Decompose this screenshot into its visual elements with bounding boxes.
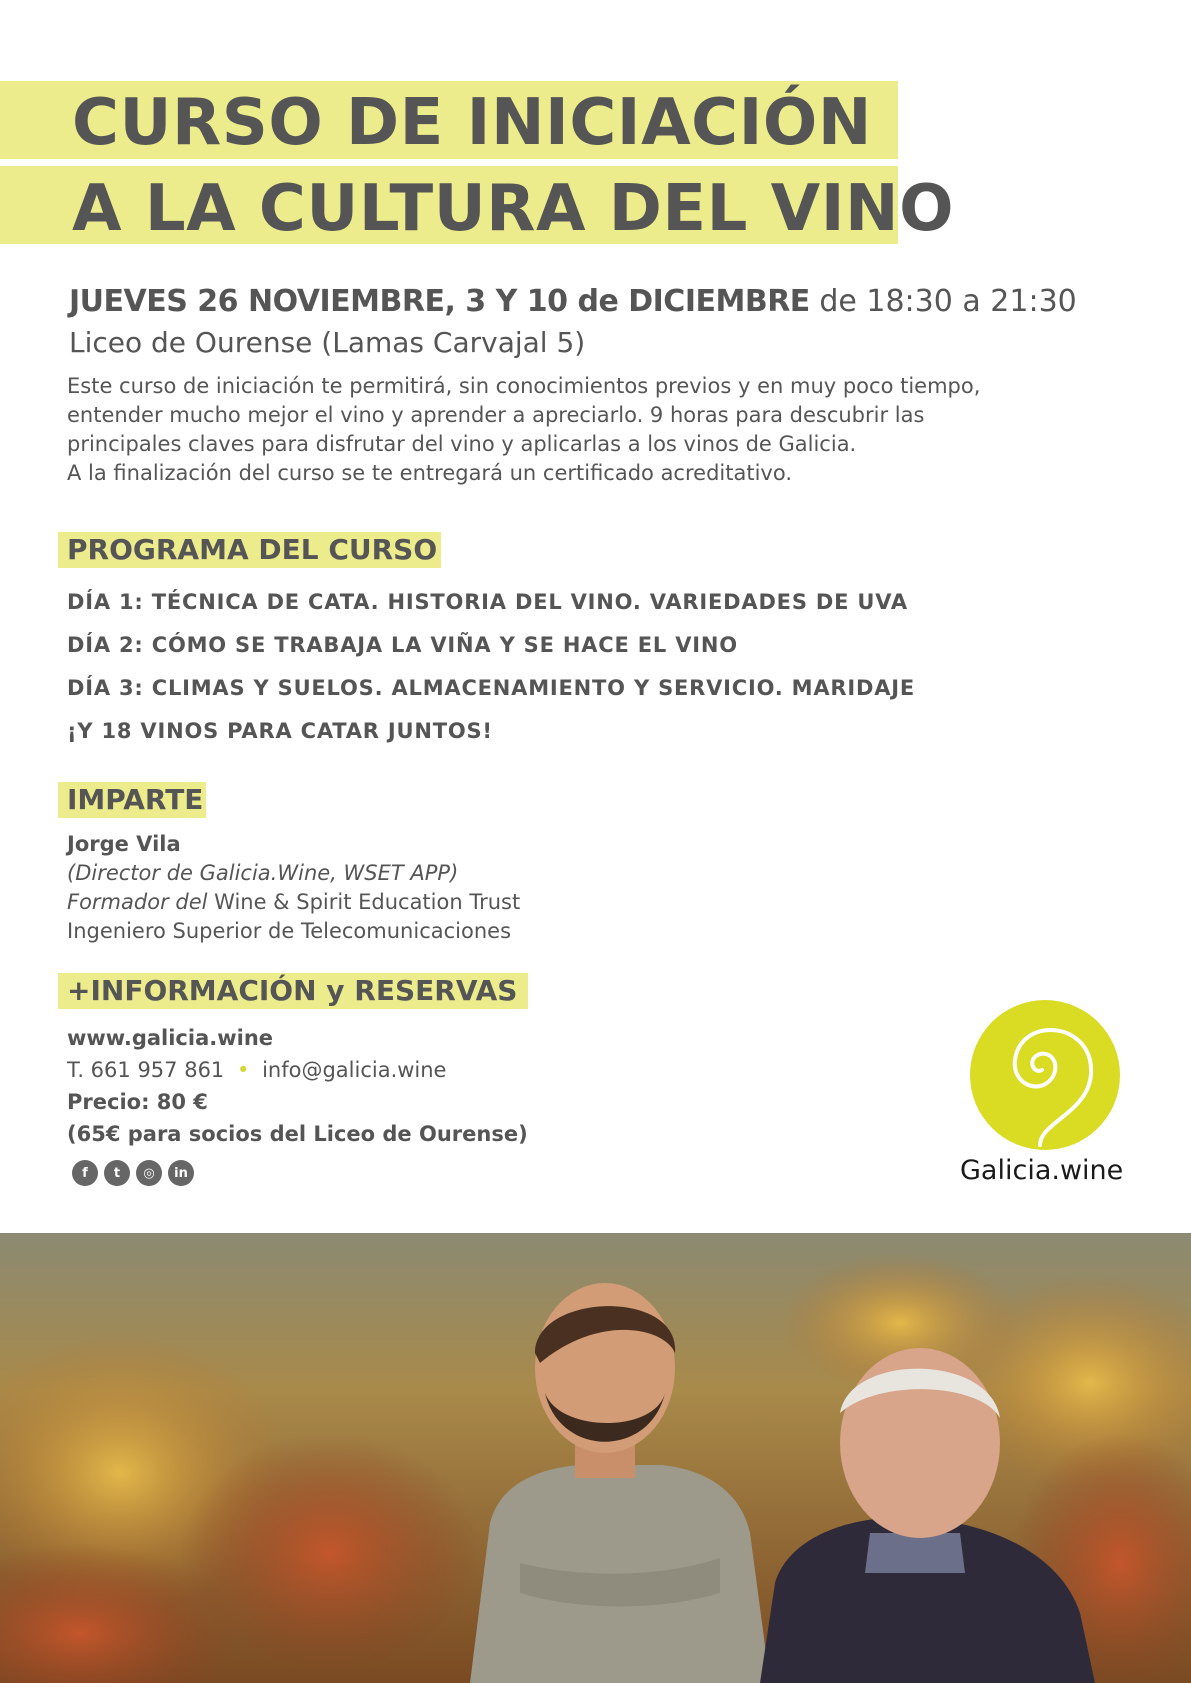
instructor-info — [67, 830, 520, 946]
description-line: Este curso de iniciación te permitirá, sin conocimientos previos y en muy poco tiempo, — [67, 374, 981, 398]
vineyard-photo — [0, 1233, 1191, 1683]
programa-heading-label: PROGRAMA DEL CURSO — [67, 533, 438, 566]
page-title-line-1: CURSO DE INICIACIÓN — [72, 86, 872, 160]
programa-list — [67, 590, 915, 762]
email-link[interactable]: info@galicia.wine — [262, 1058, 447, 1082]
imparte-heading-label: IMPARTE — [67, 783, 204, 816]
vineyard-people-image — [0, 1233, 1191, 1683]
facebook-icon[interactable]: f — [72, 1160, 98, 1186]
programa-item-tasting: ¡Y 18 VINOS PARA CATAR JUNTOS! — [67, 719, 493, 743]
instructor-name: Jorge Vila — [67, 832, 181, 856]
linkedin-icon[interactable]: in — [168, 1160, 194, 1186]
programa-item-day-1: DÍA 1: TÉCNICA DE CATA. HISTORIA DEL VINO. VARIEDADES DE UVA — [67, 590, 908, 614]
instructor-trainer-prefix: Formador del — [67, 890, 208, 914]
instructor-trainer — [67, 888, 520, 917]
event-date-line — [69, 284, 1077, 319]
website-link[interactable]: www.galicia.wine — [67, 1026, 274, 1050]
member-price: (65€ para socios del Liceo de Ourense) — [67, 1122, 528, 1146]
page-title-line-2: A LA CULTURA DEL VINO — [72, 172, 954, 246]
phone-email-line — [67, 1054, 528, 1086]
instructor-trainer-org: Wine & Spirit Education Trust — [207, 890, 521, 914]
separator-dot: • — [236, 1058, 250, 1082]
twitter-icon[interactable]: t — [104, 1160, 130, 1186]
spiral-logo-icon — [970, 1000, 1120, 1150]
contact-info — [67, 1022, 528, 1150]
event-venue: Liceo de Ourense (Lamas Carvajal 5) — [69, 326, 586, 359]
programa-item-day-2: DÍA 2: CÓMO SE TRABAJA LA VIÑA Y SE HACE EL VINO — [67, 633, 738, 657]
info-heading — [58, 973, 528, 1009]
event-dates: JUEVES 26 NOVIEMBRE, 3 Y 10 de DICIEMBRE — [69, 284, 810, 319]
instructor-degree: Ingeniero Superior de Telecomunicaciones — [67, 919, 512, 943]
description-line: principales claves para disfrutar del vino y aplicarlas a los vinos de Galicia. — [67, 432, 857, 456]
phone-number[interactable]: T. 661 957 861 — [67, 1058, 225, 1082]
instagram-icon[interactable]: ◎ — [136, 1160, 162, 1186]
course-description — [67, 372, 1127, 488]
event-time: de 18:30 a 21:30 — [819, 284, 1077, 319]
programa-heading — [58, 532, 441, 568]
price: Precio: 80 € — [67, 1090, 208, 1114]
imparte-heading — [58, 782, 206, 818]
info-heading-label: +INFORMACIÓN y RESERVAS — [67, 974, 518, 1007]
instructor-role: (Director de Galicia.Wine, WSET APP) — [67, 861, 459, 885]
description-line: A la finalización del curso se te entregará un certificado acreditativo. — [67, 461, 792, 485]
galicia-wine-logo — [960, 1000, 1150, 1200]
programa-item-day-3: DÍA 3: CLIMAS Y SUELOS. ALMACENAMIENTO Y SERVICIO. MARIDAJE — [67, 676, 916, 700]
social-links — [72, 1160, 194, 1186]
description-line: entender mucho mejor el vino y aprender a apreciarlo. 9 horas para descubrir las — [67, 403, 925, 427]
logo-brand-text: Galicia.wine — [960, 1155, 1124, 1186]
